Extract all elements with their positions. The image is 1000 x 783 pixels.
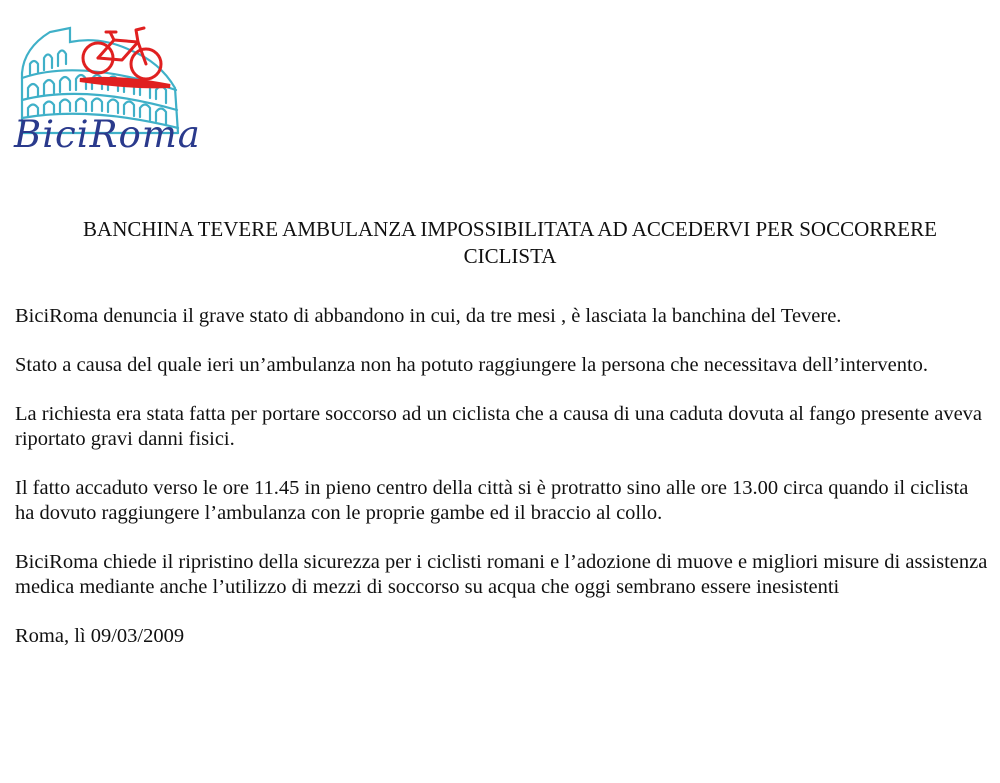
paragraph-4: Il fatto accaduto verso le ore 11.45 in pieno centro della città si è protratto sino alle ore 13.00 circa quando il ciclista ha dovuto raggiungere l’ambulanza con le proprie gambe ed il braccio al collo. [15, 477, 969, 524]
biciroma-logo [10, 18, 201, 163]
paragraph-2: Stato a causa del quale ieri un’ambulanza non ha potuto raggiungere la persona che necessitava dell’intervento. [15, 354, 929, 376]
paragraph-5: BiciRoma chiede il ripristino della sicurezza per i ciclisti romani e l’adozione di muove e migliori misure di assistenza medica mediante anche l’utilizzo di mezzi di soccorso su acqua che oggi sembrano essere inesistenti [15, 551, 988, 598]
document-title: BANCHINA TEVERE AMBULANZA IMPOSSIBILITATA AD ACCEDERVI PER SOCCORRERE CICLISTA [83, 217, 937, 268]
logo-wordmark: BiciRoma [14, 113, 201, 156]
paragraph-3: La richiesta era stata fatta per portare soccorso ad un ciclista che a causa di una caduta dovuta al fango presente aveva riportato gravi danni fisici. [15, 403, 983, 450]
signature-date: Roma, lì 09/03/2009 [15, 625, 185, 647]
document-body [15, 304, 990, 649]
paragraph-1: BiciRoma denuncia il grave stato di abbandono in cui, da tre mesi , è lasciata la banchina del Tevere. [15, 305, 842, 327]
